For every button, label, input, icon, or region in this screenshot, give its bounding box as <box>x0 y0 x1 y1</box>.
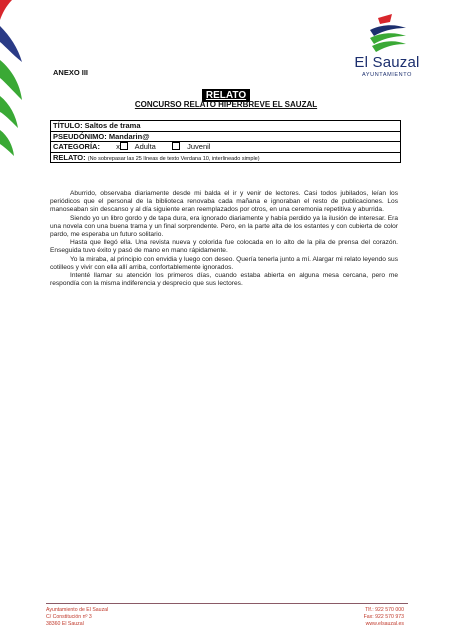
logo-name: El Sauzal <box>354 54 420 71</box>
pseudonym-field-value: Mandarin@ <box>108 131 150 141</box>
footer-street: C/ Constitución nº 3 <box>46 614 92 621</box>
checkbox-adulta[interactable] <box>120 142 128 150</box>
story-paragraph: Hasta que llegó ella. Una revista nueva y colorida fue colocada en lo alto de la pila de prensa del corazón. Enseguida tuvo éxito y pasó de mano en mano rápidamente. <box>50 239 398 255</box>
title-row <box>51 121 400 132</box>
footer-website[interactable]: www.elsauzal.es <box>365 621 404 628</box>
pseudonym-row <box>51 132 400 143</box>
footer-phone: Tlf.: 922 570 000 <box>365 607 404 613</box>
category-row <box>51 142 400 153</box>
footer-city: 38360 El Sauzal <box>46 621 84 628</box>
title-field-value: Saltos de trama <box>84 121 141 130</box>
footer-address <box>46 607 108 629</box>
checkbox-juvenil[interactable] <box>172 142 180 150</box>
relato-note: (No sobrepasar las 25 líneas de texto Verdana 10, interlineado simple) <box>87 155 260 162</box>
story-paragraph: Aburrido, observaba diariamente desde mi balda el ir y venir de lectores. Casi todos jubilados, leían los periódicos que el personal de la biblioteca renovaba cada mañana e ignoraban el resto de publicaciones. Los manoseaban sin descanso y al día siguiente eran reemplazados por otros, en una ceremonia repetitiva y aburrida. <box>50 190 398 214</box>
footer-org: Ayuntamiento de El Sauzal <box>46 607 109 613</box>
annex-label: ANEXO III <box>53 68 89 77</box>
title-text: RELATO <box>202 89 250 102</box>
story-paragraph: Yo la miraba, al principio con envidia y luego con deseo. Quería tenerla junto a mí. Alargar mi relato leyendo sus cotilleos y vivir con ella allí arriba, confortablemente ignorados. <box>50 255 398 271</box>
category-mark: x <box>116 142 120 151</box>
logo-subtitle: AYUNTAMIENTO <box>362 72 412 78</box>
option-adulta-label: Adulta <box>134 142 156 151</box>
story-paragraph: Siendo yo un libro gordo y de tapa dura, era ignorado diariamente y había perdido ya la ilusión de interesar. Era una novela con una buena trama y un final sorprendente. Pero, en la parte alta de los estantes y con cubierta de color pardo, me esperaba un futuro solitario. <box>50 214 398 239</box>
title-field-label: TÍTULO: <box>53 121 83 130</box>
footer-divider <box>46 603 408 604</box>
story-text <box>50 190 398 288</box>
el-sauzal-logo-icon <box>368 14 408 54</box>
relato-field-label: RELATO: <box>53 152 86 162</box>
entry-form-table <box>50 120 401 163</box>
document-subtitle: CONCURSO RELATO HIPERBREVE EL SAUZAL <box>134 100 318 109</box>
footer-contact <box>320 607 404 629</box>
story-paragraph: Intenté llamar su atención los primeros días, cuando estaba abierta en alguna mesa cercana, pero me respondía con la misma indiferencia y desprecio que sus lectores. <box>50 272 398 288</box>
pseudonym-field-label: PSEUDÓNIMO: <box>53 131 107 141</box>
footer-fax: Fax: 922 570 973 <box>363 614 404 621</box>
option-juvenil-label: Juvenil <box>187 142 211 151</box>
category-field-label: CATEGORÍA: <box>53 142 100 151</box>
relato-row <box>51 153 400 164</box>
